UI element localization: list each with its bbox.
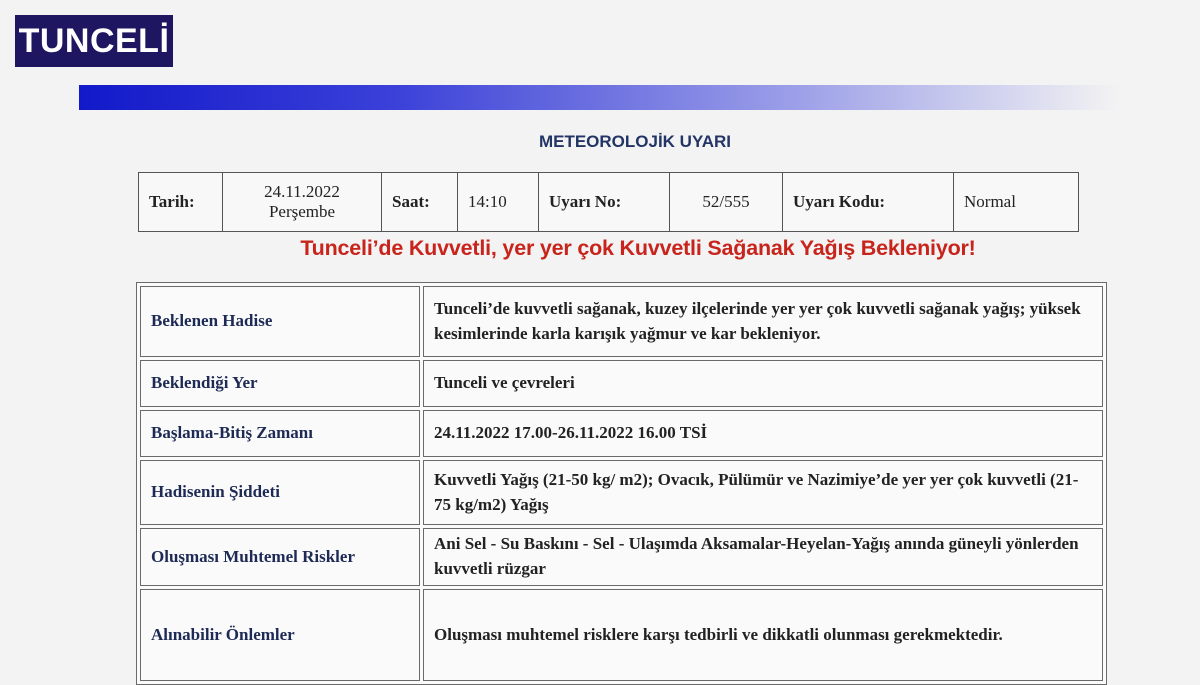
- row-label: Oluşması Muhtemel Riskler: [140, 528, 420, 586]
- row-value: Oluşması muhtemel risklere karşı tedbirli ve dikkatli olunması gerekmektedir.: [423, 589, 1103, 681]
- date-value: 24.11.2022: [264, 181, 340, 201]
- row-label: Alınabilir Önlemler: [140, 589, 420, 681]
- table-row: [140, 589, 1103, 681]
- row-value: Tunceli ve çevreleri: [423, 360, 1103, 407]
- date-cell: [223, 173, 382, 232]
- date-label: Tarih:: [139, 173, 223, 232]
- row-label: Hadisenin Şiddeti: [140, 460, 420, 525]
- warning-code-value: Normal: [954, 173, 1079, 232]
- info-row: [139, 173, 1079, 232]
- table-row: [140, 360, 1103, 407]
- time-label: Saat:: [382, 173, 458, 232]
- warning-code-label: Uyarı Kodu:: [783, 173, 954, 232]
- day-value: Perşembe: [268, 202, 336, 221]
- row-value: Tunceli’de kuvvetli sağanak, kuzey ilçelerinde yer yer çok kuvvetli sağanak yağış; yüksek kesimlerinde karla karışık yağmur ve kar bekleniyor.: [423, 286, 1103, 357]
- warning-headline: Tunceli’de Kuvvetli, yer yer çok Kuvvetli Sağanak Yağış Bekleniyor!: [300, 236, 976, 260]
- header-gradient-band: [79, 85, 1119, 110]
- row-label: Başlama-Bitiş Zamanı: [140, 410, 420, 457]
- time-value: 14:10: [458, 173, 539, 232]
- table-row: [140, 286, 1103, 357]
- warning-info-table: [138, 172, 1079, 232]
- row-label: Beklendiği Yer: [140, 360, 420, 407]
- row-label: Beklenen Hadise: [140, 286, 420, 357]
- tunceli-logo: TUNCELİ: [15, 15, 173, 67]
- table-row: [140, 410, 1103, 457]
- row-value: 24.11.2022 17.00-26.11.2022 16.00 TSİ: [423, 410, 1103, 457]
- document-title: METEOROLOJİK UYARI: [538, 132, 732, 151]
- warning-number-label: Uyarı No:: [539, 173, 670, 232]
- row-value: Ani Sel - Su Baskını - Sel - Ulaşımda Aksamalar-Heyelan-Yağış anında güneyli yönlerden kuvvetli rüzgar: [423, 528, 1103, 586]
- row-value: Kuvvetli Yağış (21-50 kg/ m2); Ovacık, Pülümür ve Nazimiye’de yer yer çok kuvvetli (21-75 kg/m2) Yağış: [423, 460, 1103, 525]
- table-row: [140, 528, 1103, 586]
- warning-number-value: 52/555: [670, 173, 783, 232]
- warning-details-table: [136, 282, 1107, 685]
- table-row: [140, 460, 1103, 525]
